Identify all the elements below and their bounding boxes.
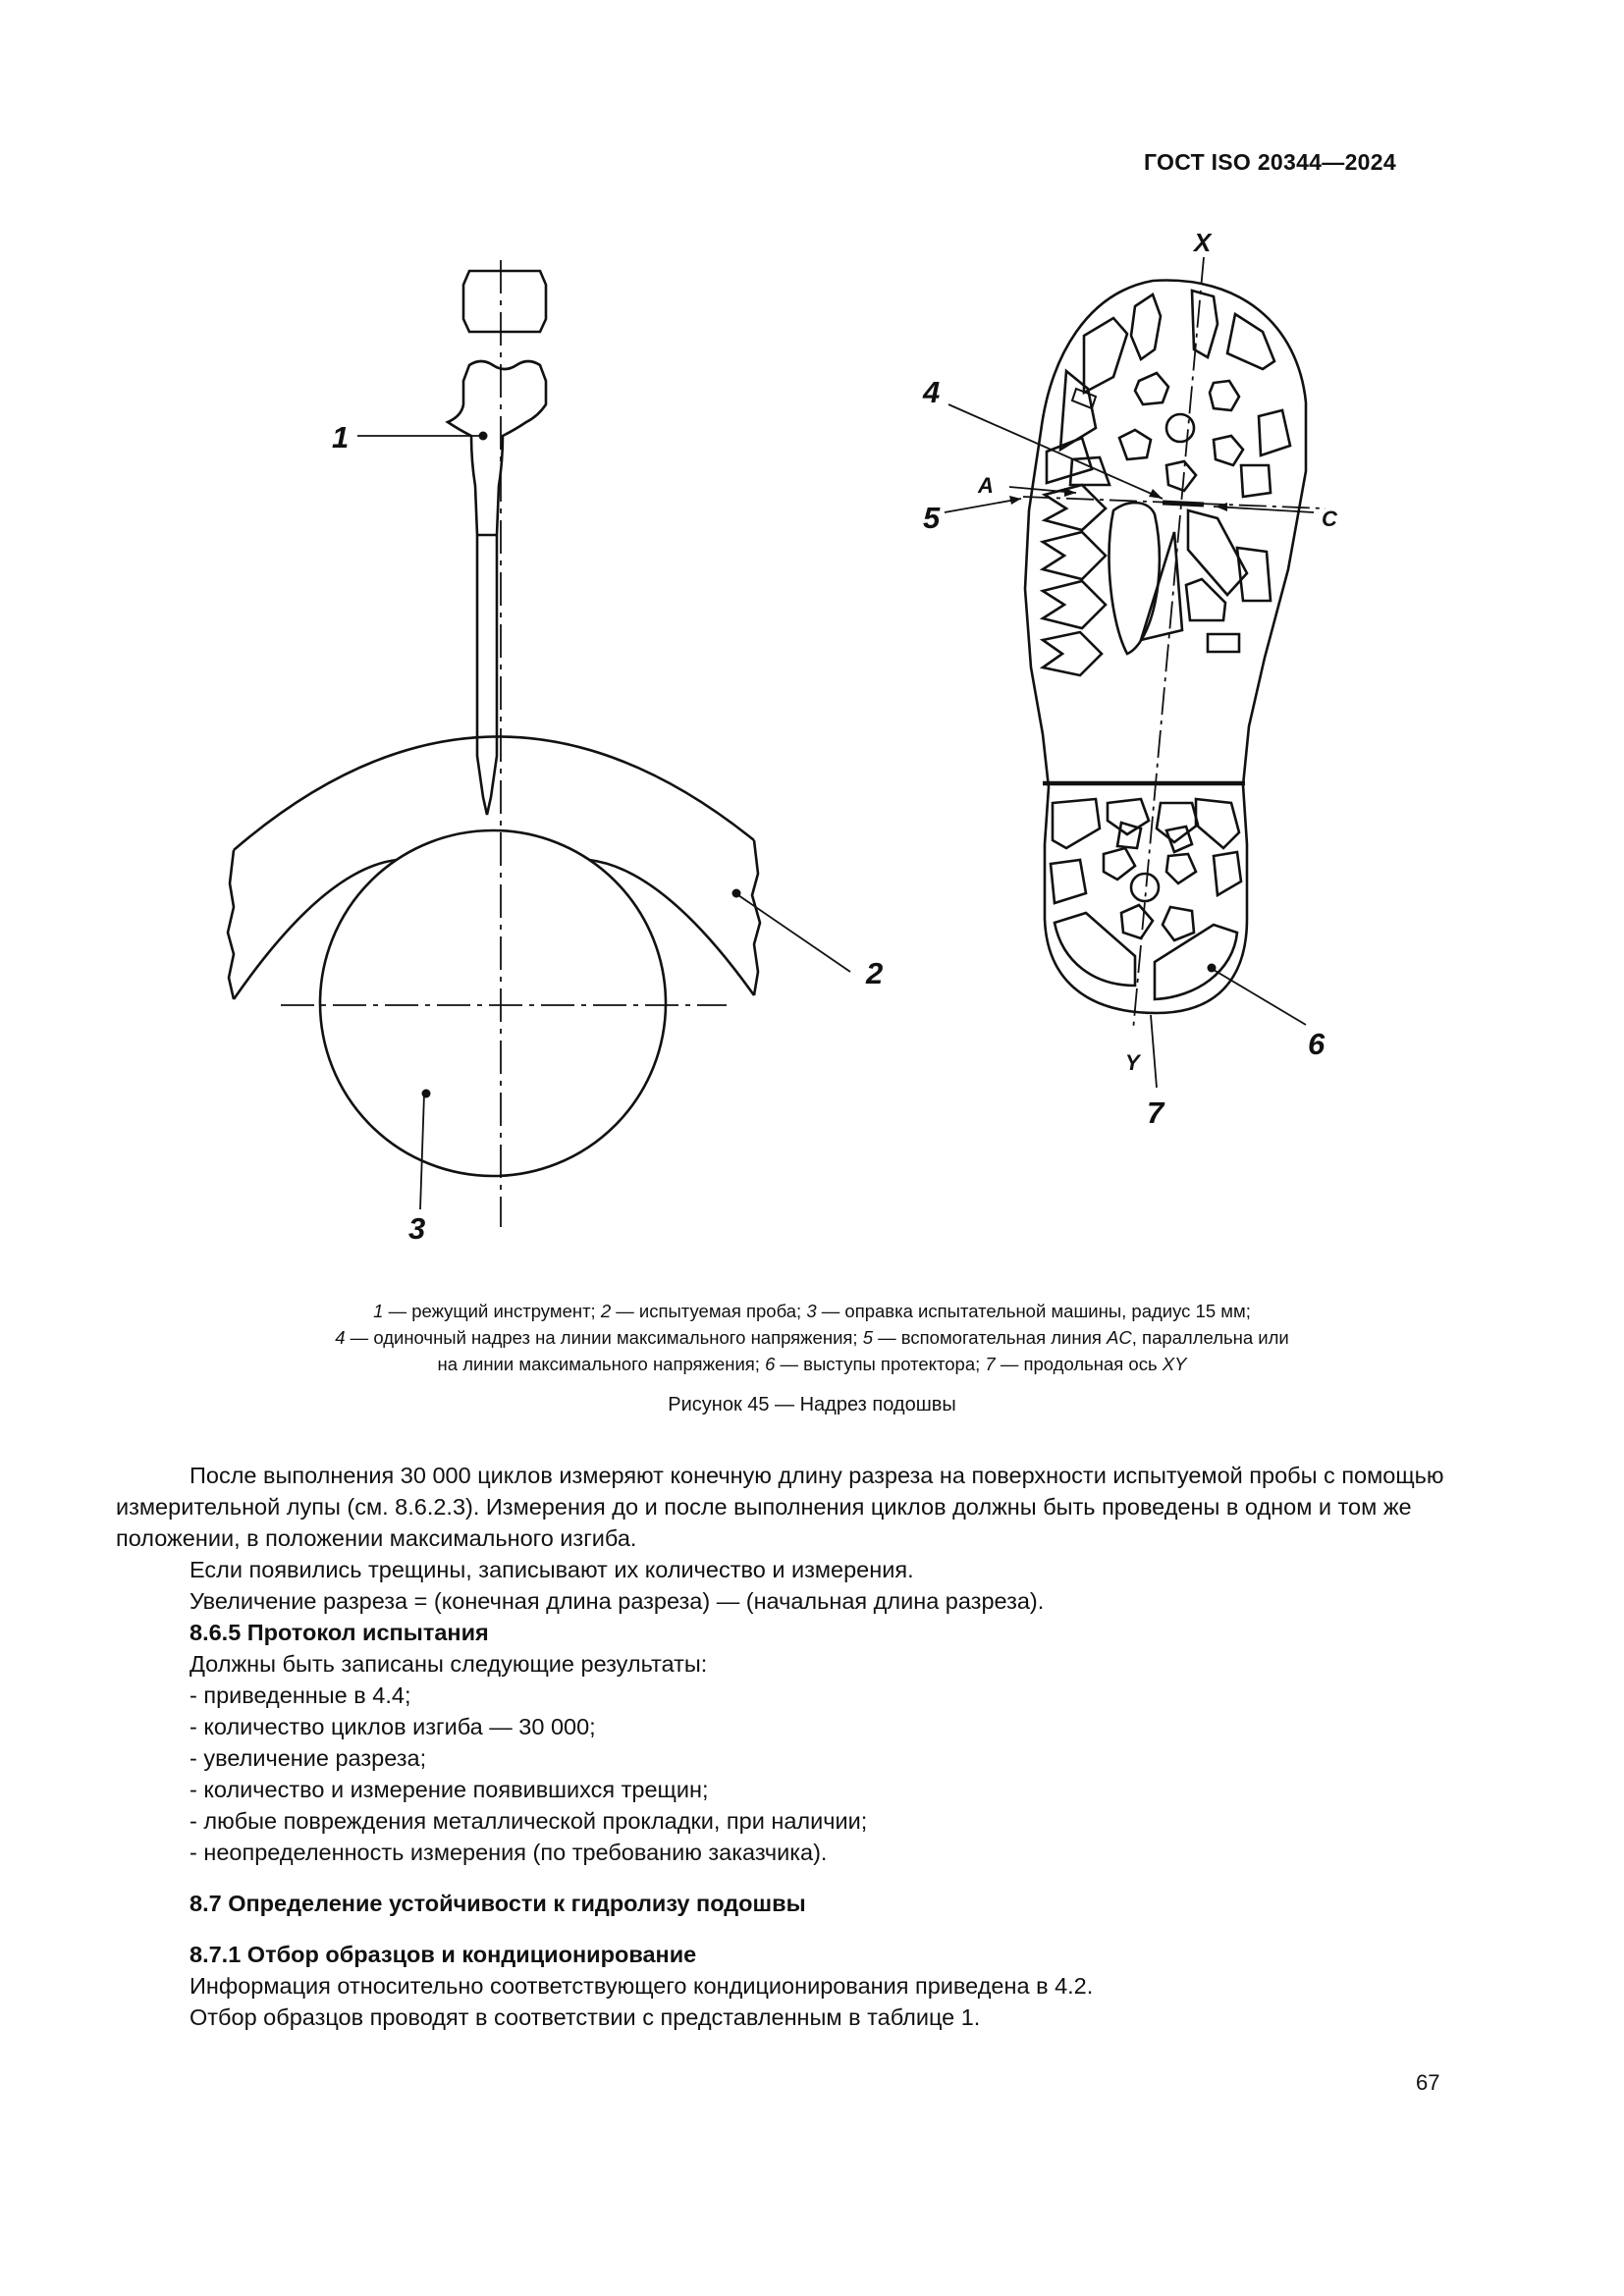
paragraph: Если появились трещины, записывают их количество и измерения. [189,1557,914,1582]
paragraph: Информация относительно соответствующего кондиционирования приведена в 4.2. [189,1973,1094,1999]
label-y: Y [1125,1050,1140,1075]
legend-run: 4 [335,1327,346,1348]
paragraph: После выполнения 30 000 циклов измеряют конечную длину разреза на поверхности испытуемой пробы с помощью измерительной лупы (см. 8.6.2.3). Измерения до и после выполнения циклов должны быть проведены в одном и том же положении, в положении максимального изгиба. [116,1463,1444,1551]
legend-run: — одиночный надрез на линии максимального напряжения; [345,1327,863,1348]
legend-run: 5 [862,1327,873,1348]
tread-lugs [1043,291,1290,675]
section-heading: 8.6.5 Протокол испытания [189,1620,489,1645]
legend-run: — продольная ось [995,1354,1163,1374]
section-heading: 8.7 Определение устойчивости к гидролизу подошвы [189,1891,806,1916]
legend-run: 6 [765,1354,776,1374]
paragraph: Отбор образцов проводят в соответствии с представленным в таблице 1. [189,2004,981,2030]
list-item: - количество и измерение появившихся трещин; [189,1777,709,1802]
cutting-tool [448,271,546,815]
legend-run: , параллельна или [1131,1327,1289,1348]
list-item: - неопределенность измерения (по требованию заказчика). [189,1840,828,1865]
list-item: - количество циклов изгиба — 30 000; [189,1714,596,1739]
label-2: 2 [866,956,884,990]
legend-line [0,1298,1624,1324]
label-c: C [1322,507,1337,531]
label-x: X [1194,228,1212,257]
legend-line [0,1351,1624,1377]
legend-run: AC [1107,1327,1132,1348]
legend-run: XY [1162,1354,1187,1374]
label-7: 7 [1147,1095,1164,1130]
page-number: 67 [1416,2070,1440,2095]
body-text [116,1460,1451,2033]
standard-code: ГОСТ ISO 20344—2024 [1144,149,1396,175]
label-1: 1 [332,420,350,454]
test-mandrel [320,830,666,1176]
label-5: 5 [923,501,941,535]
list-item: - увеличение разреза; [189,1745,427,1771]
legend-run: на линии максимального напряжения; [437,1354,766,1374]
legend-run: — оправка испытательной машины, радиус 15 мм; [816,1301,1251,1321]
legend-run: 2 [600,1301,612,1321]
section-heading: 8.7.1 Отбор образцов и кондиционирование [189,1942,697,1967]
paragraph: Увеличение разреза = (конечная длина разреза) — (начальная длина разреза). [189,1588,1045,1614]
legend-line [0,1324,1624,1351]
paragraph: Должны быть записаны следующие результаты: [189,1651,708,1677]
legend-run: — выступы протектора; [775,1354,986,1374]
legend-run: 7 [985,1354,996,1374]
list-item: - любые повреждения металлической прокладки, при наличии; [189,1808,868,1834]
legend-run: 1 [373,1301,384,1321]
figure-legend [0,1298,1624,1377]
label-4: 4 [923,375,941,409]
legend-run: 3 [806,1301,817,1321]
legend-run: — режущий инструмент; [383,1301,601,1321]
label-3: 3 [408,1211,426,1246]
label-a: A [978,473,994,498]
shoe-sole [1025,281,1306,1013]
label-6: 6 [1308,1027,1326,1061]
legend-run: — вспомогательная линия [873,1327,1108,1348]
figure-caption: Рисунок 45 — Надрез подошвы [668,1394,956,1415]
legend-run: — испытуемая проба; [611,1301,807,1321]
list-item: - приведенные в 4.4; [189,1682,411,1708]
